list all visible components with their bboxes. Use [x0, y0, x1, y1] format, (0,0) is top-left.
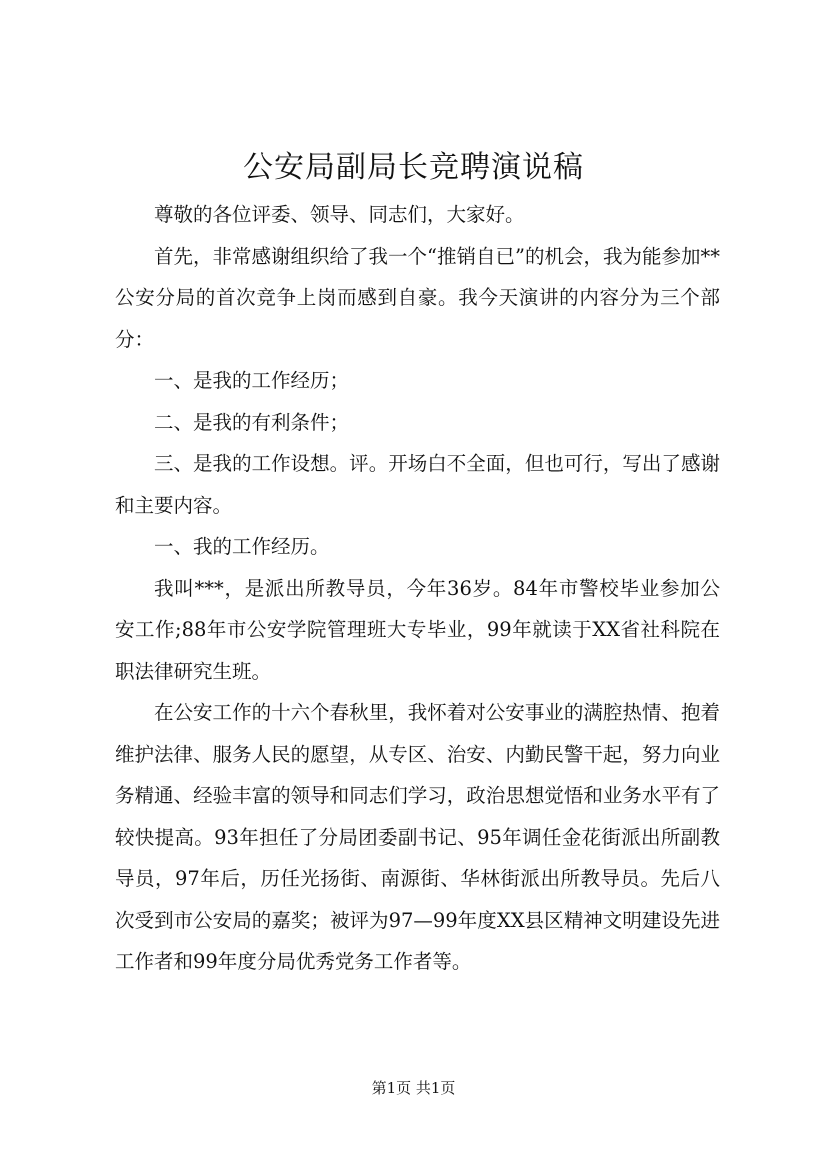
page-footer: 第1页 共1页 [371, 1079, 456, 1097]
paragraph-part-two: 二、是我的有利条件； [154, 410, 350, 434]
document-title: 公安局副局长竞聘演说稿 [243, 150, 584, 185]
paragraph-part-one: 一、是我的工作经历； [154, 369, 350, 392]
paragraph-biography: 我叫***，是派出所教导员，今年36岁。84年市警校毕业参加公安工作;88年市公安学院管理班大专毕业，99年就读于XX省社科院在职法律研究生班。 [115, 576, 720, 683]
section-heading-work-history: 一、我的工作经历。 [154, 535, 330, 558]
paragraph-greeting: 尊敬的各位评委、领导、同志们，大家好。 [154, 203, 525, 226]
paragraph-intro: 首先，非常感谢组织给了我一个“推销自已”的机会，我为能参加**公安分局的首次竞争上岗而感到自豪。我今天演讲的内容分为三个部分： [115, 244, 720, 351]
paragraph-part-three: 三、是我的工作设想。评。开场白不全面，但也可行，写出了感谢和主要内容。 [115, 452, 720, 517]
document-body [115, 194, 720, 983]
paragraph-career: 在公安工作的十六个春秋里，我怀着对公安事业的满腔热情、抱着维护法律、服务人民的愿望，从专区、治安、内勤民警干起，努力向业务精通、经验丰富的领导和同志们学习，政治思想觉悟和业务水平有了较快提高。93年担任了分局团委副书记、95年调任金花街派出所副教导员，97年后，历任光扬街、南源街、华林街派出所教导员。先后八次受到市公安局的嘉奖；被评为97—99年度XX县区精神文明建设先进工作者和99年度分局优秀党务工作者等。 [115, 701, 720, 973]
